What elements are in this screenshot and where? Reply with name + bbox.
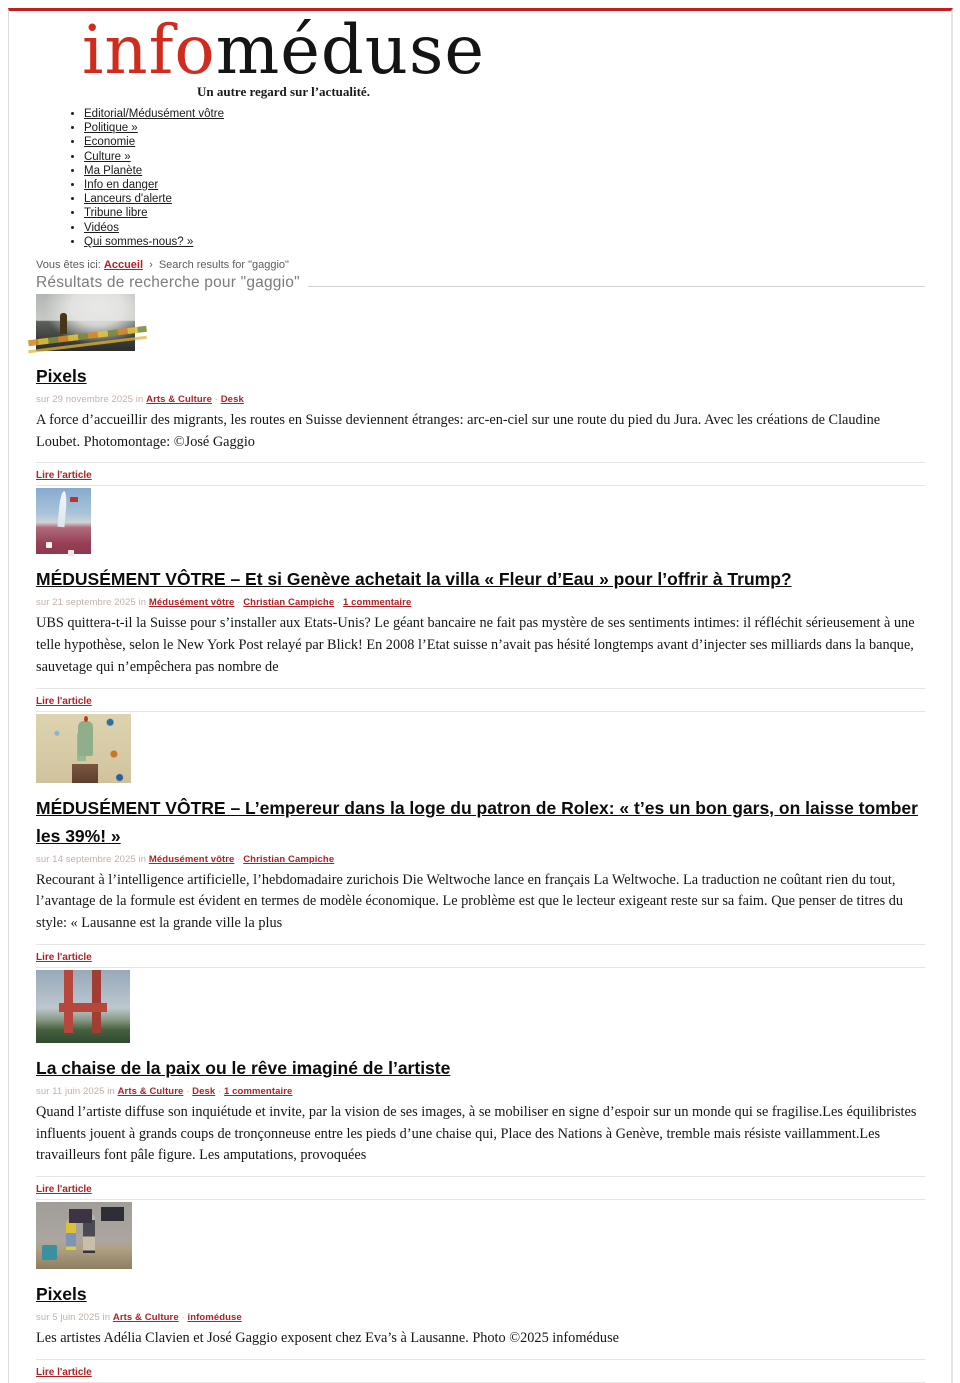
nav-item — [84, 107, 925, 121]
read-article-link[interactable]: Lire l'article — [36, 951, 92, 963]
article-title — [36, 1053, 925, 1081]
meta-link[interactable]: Arts & Culture — [117, 1085, 184, 1097]
nav-item — [84, 164, 925, 178]
read-article-row — [36, 688, 925, 712]
nav-link[interactable]: Info en danger — [84, 179, 159, 192]
thumbnail-jet-deau-geneve[interactable] — [36, 488, 91, 554]
nav-link[interactable]: Culture » — [84, 150, 131, 163]
meta-date: sur 29 novembre 2025 in — [36, 394, 144, 406]
site-header — [36, 11, 925, 100]
read-article-link[interactable]: Lire l'article — [36, 1366, 92, 1378]
meta-link[interactable]: 1 commentaire — [342, 597, 412, 609]
nav-item — [84, 192, 925, 206]
thumbnail-statue-liberte-peinture[interactable] — [36, 714, 131, 783]
meta-date: sur 14 septembre 2025 in — [36, 853, 147, 865]
nav-link[interactable]: Qui sommes-nous? » — [84, 235, 194, 248]
breadcrumb-separator: › — [149, 259, 153, 272]
meta-separator: · — [214, 394, 218, 406]
breadcrumb-prefix: Vous êtes ici: — [36, 259, 101, 272]
article-meta — [36, 1312, 925, 1323]
nav-link[interactable]: Editorial/Médusément vôtre — [84, 108, 224, 120]
meta-link[interactable]: Christian Campiche — [243, 853, 335, 865]
meta-link[interactable]: infoméduse — [187, 1311, 242, 1323]
nav-link[interactable]: Ma Planète — [84, 164, 143, 177]
article-title-link[interactable]: Pixels — [36, 366, 87, 387]
meta-link[interactable]: Desk — [220, 394, 244, 406]
page-frame — [8, 8, 953, 1383]
site-tagline: Un autre regard sur l’actualité. — [197, 84, 370, 99]
read-article-row — [36, 944, 925, 968]
nav-item — [84, 150, 925, 164]
read-article-link[interactable]: Lire l'article — [36, 470, 92, 482]
article-excerpt: A force d’accueillir des migrants, les routes en Suisse deviennent étranges: arc-en-ciel sur une route du pied du Jura. Avec les créations de Claudine Loubet. Photomontage: ©José Gaggio — [36, 412, 881, 450]
read-article-link[interactable]: Lire l'article — [36, 695, 92, 707]
breadcrumb — [36, 259, 925, 271]
search-results-title: Résultats de recherche pour "gaggio" — [36, 274, 925, 292]
article-title-link[interactable]: MÉDUSÉMENT VÔTRE – Et si Genève achetait la villa « Fleur d’Eau » pour l’offrir à Trump? — [36, 569, 792, 590]
article-title — [36, 564, 925, 592]
meta-date: sur 11 juin 2025 in — [36, 1085, 115, 1097]
article-excerpt: Recourant à l’intelligence artificielle, l’hebdomadaire zurichois Die Weltwoche lance en français La Weltwoche. La traduction ne coûtant rien du tout, l’avantage de la formule est évident en termes de modèle économique. Le problème est que le lecteur exigeant reste sur sa faim. Que penser de titres du style: « Lausanne est la grande ville la plus — [36, 871, 903, 932]
nav-item — [84, 121, 925, 135]
meta-link[interactable]: Christian Campiche — [243, 597, 335, 609]
nav-item — [84, 221, 925, 235]
nav-item — [84, 135, 925, 149]
meta-date: sur 5 juin 2025 in — [36, 1311, 111, 1323]
article-meta — [36, 394, 925, 405]
meta-separator: · — [336, 597, 341, 609]
logo-part-info: info — [82, 11, 216, 89]
article-title-link[interactable]: Pixels — [36, 1283, 87, 1304]
thumbnail-rainbow-road-photomontage[interactable] — [36, 294, 135, 351]
meta-link[interactable]: Médusément vôtre — [148, 853, 235, 865]
meta-separator: · — [218, 1085, 222, 1097]
site-logo-text[interactable] — [82, 11, 485, 89]
meta-link[interactable]: Desk — [192, 1085, 216, 1097]
read-article-link[interactable]: Lire l'article — [36, 1183, 92, 1195]
nav-link[interactable]: Lanceurs d'alerte — [84, 193, 172, 206]
read-article-row — [36, 462, 925, 486]
meta-link[interactable]: Arts & Culture — [146, 394, 212, 406]
article-title — [36, 1279, 925, 1307]
nav-link[interactable]: Vidéos — [84, 221, 119, 234]
article-title — [36, 793, 925, 849]
nav-link[interactable]: Tribune libre — [84, 207, 148, 220]
article-excerpt: Quand l’artiste diffuse son inquiétude et invite, par la vision de ses images, à se mobiliser en signe d’espoir sur un monde qui se fragilise.Les équilibristes influents jouent à grands coups de tronçonneuse entre les pieds d’une chaise qui, Place des Nations à Genève, tremble mais résiste vaillamment.Les travailleurs font pâle figure. Les amputations, provoquées — [36, 1103, 917, 1164]
breadcrumb-current: Search results for "gaggio" — [158, 259, 289, 272]
results-list — [36, 294, 925, 1383]
breadcrumb-home-link[interactable]: Accueil — [103, 259, 144, 272]
nav-item — [84, 206, 925, 220]
meta-link[interactable]: Arts & Culture — [112, 1311, 179, 1323]
logo-part-meduse: méduse — [215, 11, 485, 89]
article-excerpt: UBS quittera-t-il la Suisse pour s’installer aux Etats-Unis? Le géant bancaire ne fait pas mystère de ses sentiments intimes: il réfléchit sérieusement à une telle hypothèse, selon le New York Post relayé par Blick! En 2008 l’Etat suisse n’avait pas hésité longtemps avant d’injecter ses milliards dans la banque, sauvetage qui n’empêchera pas nombre de — [36, 615, 915, 675]
meta-separator: · — [186, 1085, 190, 1097]
nav-link[interactable]: Politique » — [84, 122, 138, 135]
meta-link[interactable]: Médusément vôtre — [148, 597, 235, 609]
search-result-article — [36, 714, 925, 968]
search-result-article — [36, 970, 925, 1200]
meta-separator: · — [181, 1311, 185, 1323]
article-title — [36, 361, 925, 389]
article-excerpt: Les artistes Adélia Clavien et José Gaggio exposent chez Eva’s à Lausanne. Photo ©2025 infoméduse — [36, 1329, 619, 1346]
article-title-link[interactable]: MÉDUSÉMENT VÔTRE – L’empereur dans la loge du patron de Rolex: « t’es un bon gars, on laisse tomber les 39%! » — [36, 797, 918, 846]
meta-link[interactable]: 1 commentaire — [224, 1085, 293, 1097]
search-result-article — [36, 294, 925, 486]
thumbnail-chaise-cassee-place-des-nations[interactable] — [36, 970, 130, 1043]
meta-separator: · — [237, 597, 241, 609]
search-result-article — [36, 488, 925, 711]
nav-item — [84, 235, 925, 249]
article-meta — [36, 1086, 925, 1097]
article-meta — [36, 597, 925, 608]
search-result-article — [36, 1202, 925, 1383]
meta-date: sur 21 septembre 2025 in — [36, 597, 147, 609]
meta-separator: · — [237, 853, 241, 865]
article-title-link[interactable]: La chaise de la paix ou le rêve imaginé de l’artiste — [36, 1057, 451, 1078]
read-article-row — [36, 1359, 925, 1383]
thumbnail-artistes-galerie[interactable] — [36, 1202, 132, 1269]
main-nav — [36, 107, 925, 249]
site-logo[interactable] — [82, 11, 485, 100]
read-article-row — [36, 1176, 925, 1200]
nav-item — [84, 178, 925, 192]
nav-link[interactable]: Economie — [84, 136, 136, 149]
article-meta — [36, 854, 925, 865]
main-navigation — [36, 107, 925, 249]
